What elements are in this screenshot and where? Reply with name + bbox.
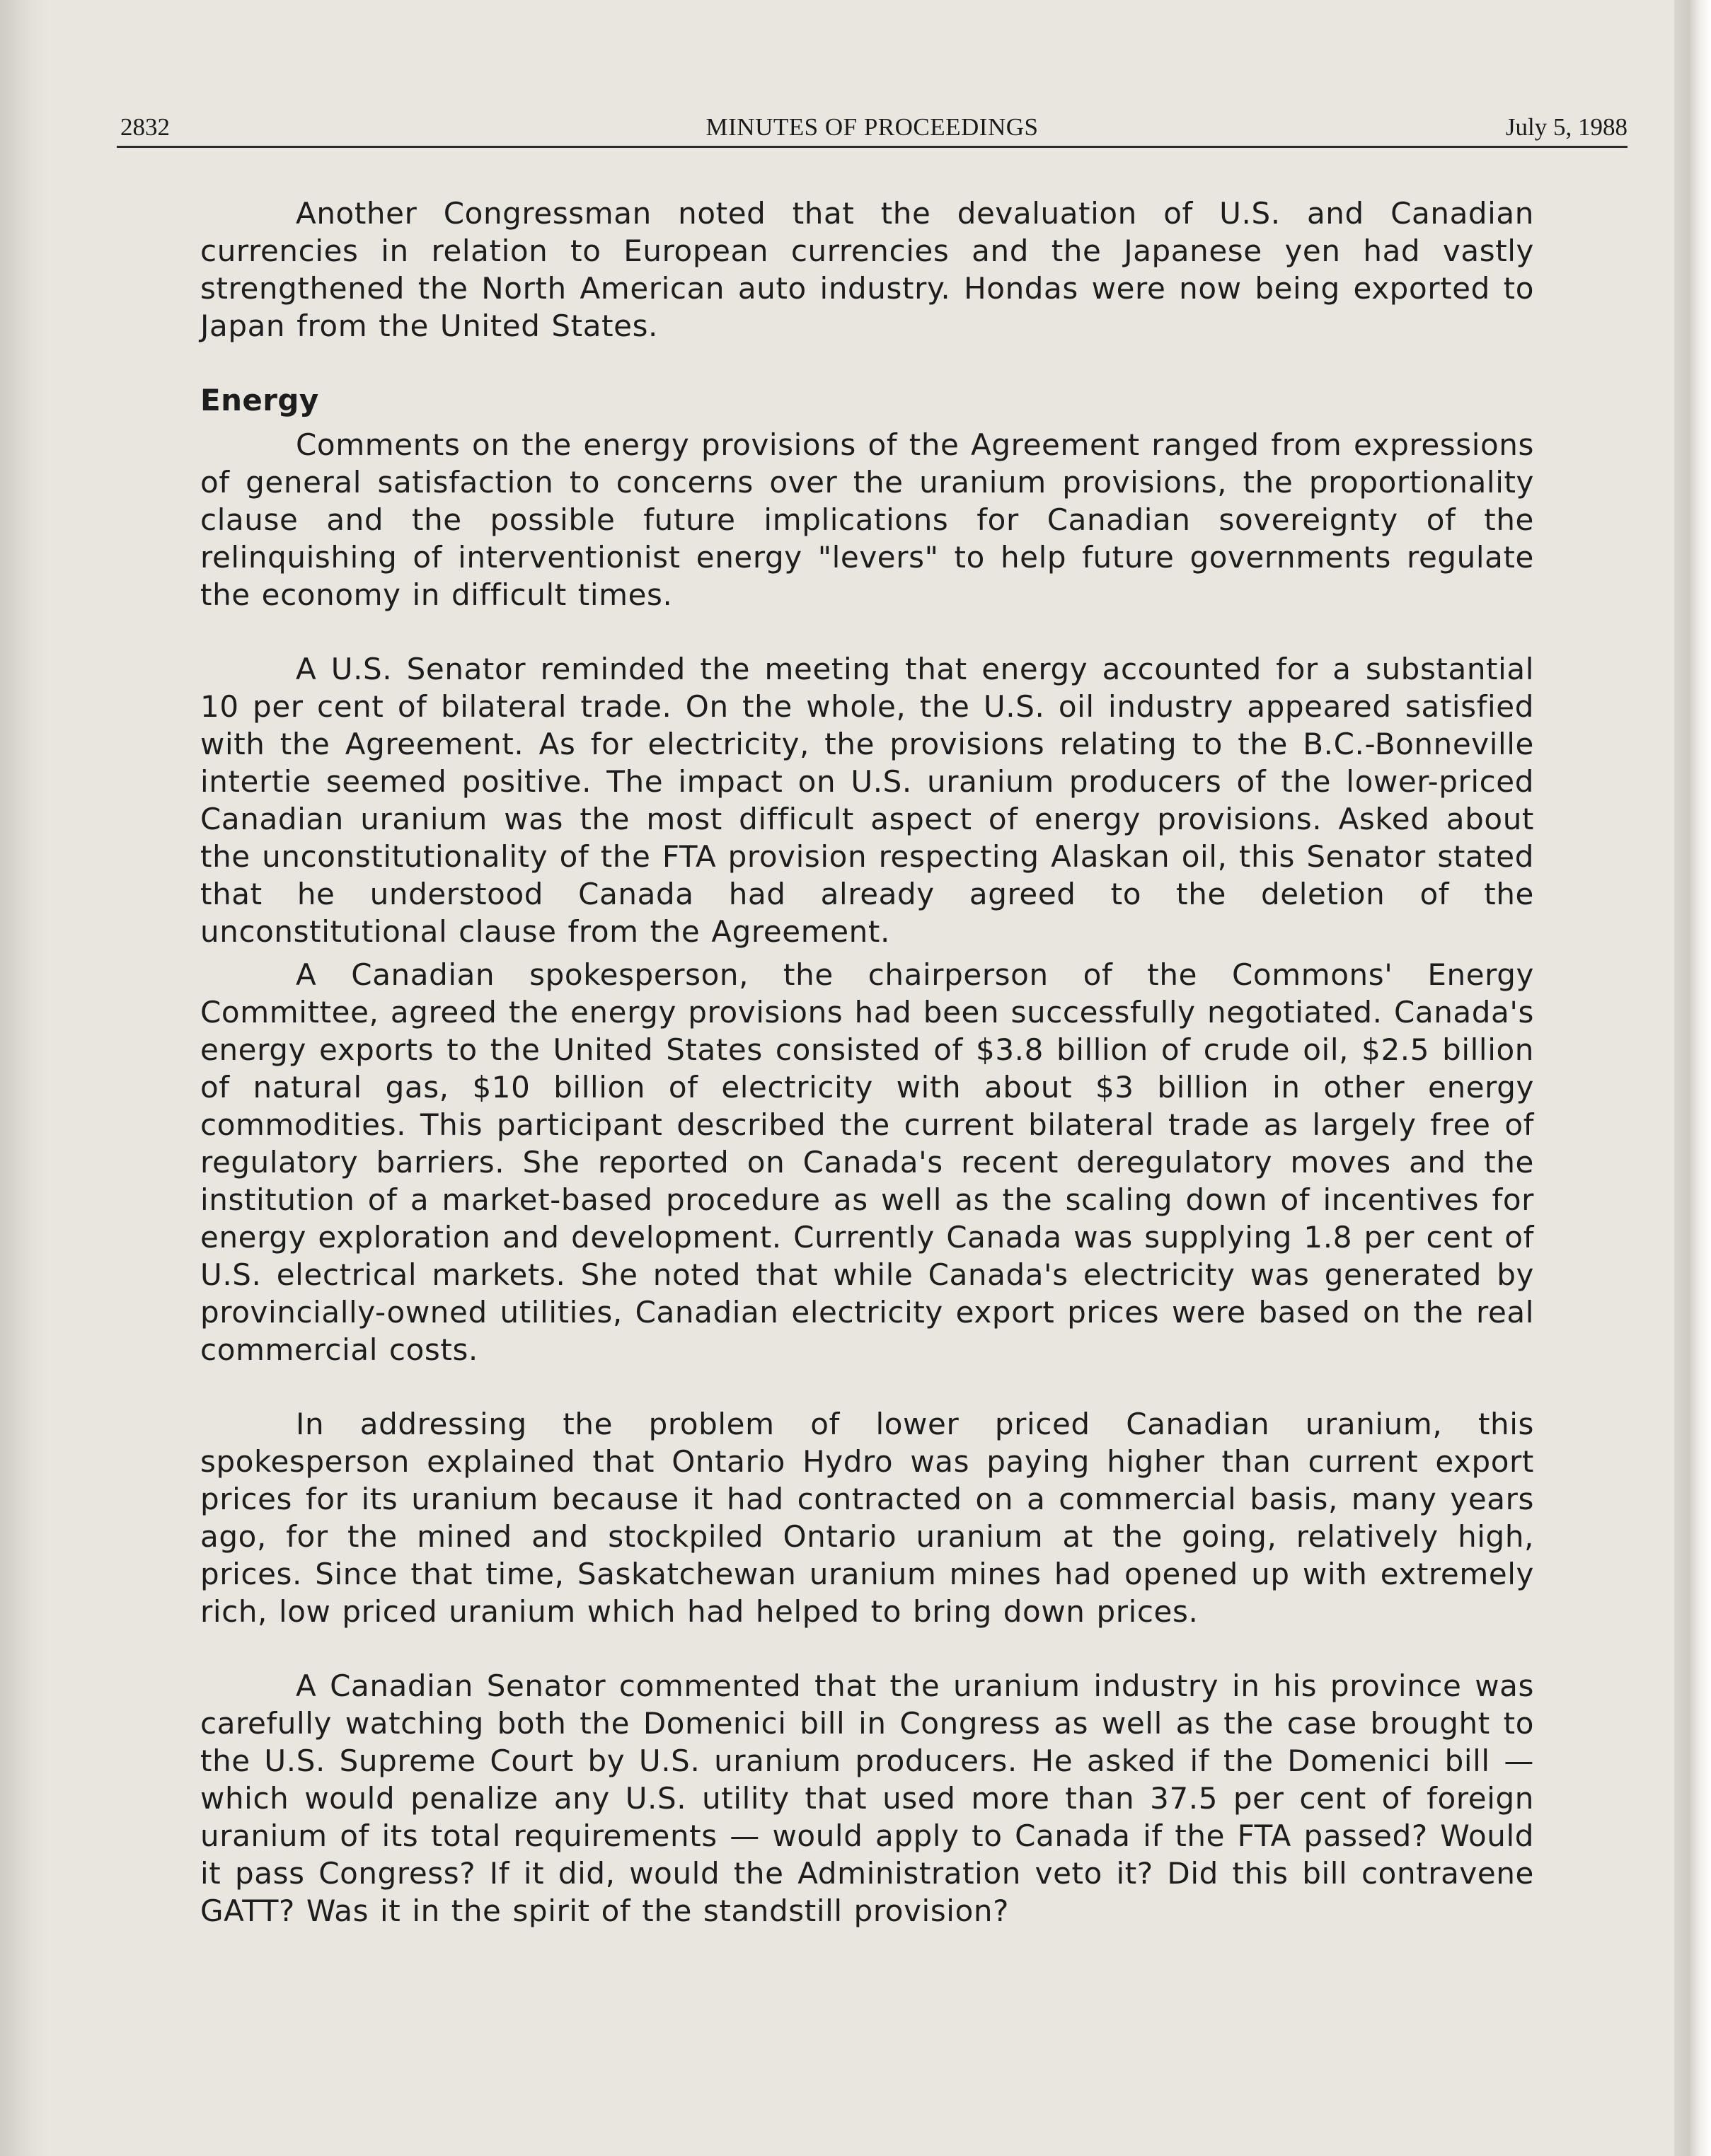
scan-left-shadow	[0, 0, 50, 2156]
scan-right-edge	[1674, 0, 1711, 2156]
section-heading-energy: Energy	[200, 383, 319, 417]
paragraph-uranium-prices: In addressing the problem of lower priced Canadian uranium, this spokesperson explained that Ontario Hydro was paying higher than current export prices for its uranium because it had contracted on a commercial basis, many years ago, for the mined and stockpiled Ontario uranium at the going, relatively high, prices. Since that time, Saskatchewan uranium mines had opened up with extremely rich, low priced uranium which had helped to bring down prices.	[200, 1407, 1534, 1629]
paragraph-canadian-spokesperson: A Canadian spokesperson, the chairperson of the Commons' Energy Committee, agreed the energy provisions had been successfully negotiated. Canada's energy exports to the United States consisted of $3.8 billion of crude oil, $2.5 billion of natural gas, $10 billion of electricity with about $3 billion in other energy commodities. This participant described the current bilateral trade as largely free of regulatory barriers. She reported on Canada's recent deregulatory moves and the institution of a market-based procedure as well as the scaling down of incentives for energy exploration and development. Currently Canada was supplying 1.8 per cent of U.S. electrical markets. She noted that while Canada's electricity was generated by provincially-owned utilities, Canadian electricity export prices were based on the real commercial costs.	[200, 957, 1534, 1367]
body-text	[200, 195, 1534, 1966]
header-date: July 5, 1988	[1505, 113, 1628, 141]
paragraph-energy-comments: Comments on the energy provisions of the Agreement ranged from expressions of general satisfaction to concerns over the uranium provisions, the proportionality clause and the possible future implications for Canadian sovereignty of the relinquishing of interventionist energy "levers" to help future governments regulate the economy in difficult times.	[200, 427, 1534, 612]
page-number: 2832	[120, 113, 170, 141]
paragraph-auto-industry: Another Congressman noted that the devaluation of U.S. and Canadian currencies in relation to European currencies and the Japanese yen had vastly strengthened the North American auto industry. Hondas were now being exported to Japan from the United States.	[200, 196, 1534, 343]
document-page	[117, 106, 1628, 2116]
paragraph-us-senator: A U.S. Senator reminded the meeting that energy accounted for a substantial 10 per cent of bilateral trade. On the whole, the U.S. oil industry appeared satisfied with the Agreement. As for electricity, the provisions relating to the B.C.-Bonneville intertie seemed positive. The impact on U.S. uranium producers of the lower-priced Canadian uranium was the most difficult aspect of energy provisions. Asked about the unconstitutionality of the FTA provision respecting Alaskan oil, this Senator stated that he understood Canada had already agreed to the deletion of the unconstitutional clause from the Agreement.	[200, 652, 1534, 949]
page-header	[117, 106, 1628, 148]
paragraph-canadian-senator: A Canadian Senator commented that the uranium industry in his province was carefully watching both the Domenici bill in Congress as well as the case brought to the U.S. Supreme Court by U.S. uranium producers. He asked if the Domenici bill — which would penalize any U.S. utility that used more than 37.5 per cent of foreign uranium of its total requirements — would apply to Canada if the FTA passed? Would it pass Congress? If it did, would the Administration veto it? Did this bill contravene GATT? Was it in the spirit of the standstill provision?	[200, 1668, 1534, 1928]
running-title: MINUTES OF PROCEEDINGS	[705, 113, 1039, 141]
